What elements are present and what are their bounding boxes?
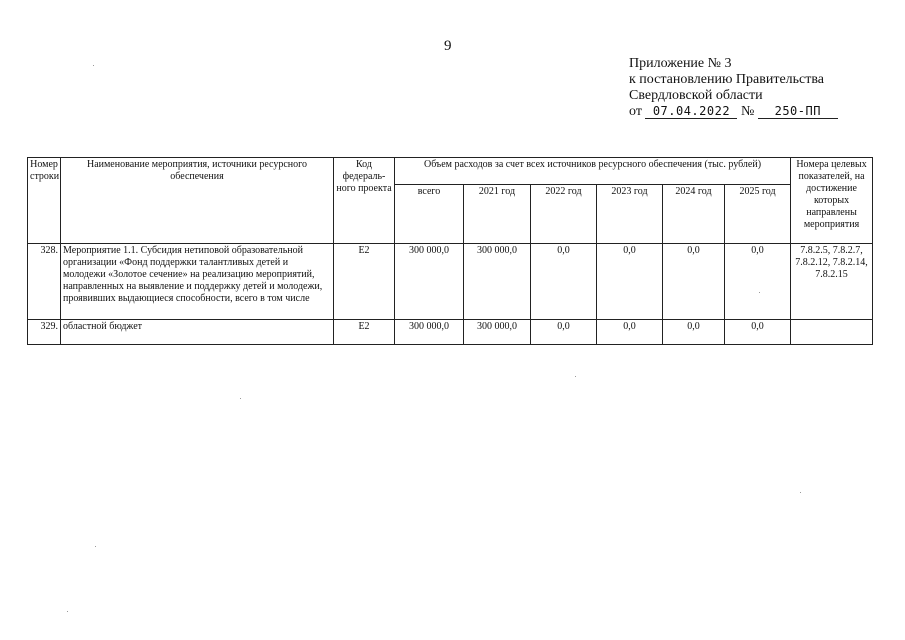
number-label: № — [740, 104, 755, 119]
header-project-code: Код федераль-ного проекта — [334, 158, 395, 244]
table-row — [28, 244, 873, 320]
row-number: 328. — [28, 244, 61, 320]
scan-speck — [67, 611, 68, 612]
from-label: от — [629, 104, 642, 119]
row-target-indicators: 7.8.2.5, 7.8.2.7, 7.8.2.12, 7.8.2.14, 7.8.2.15 — [791, 244, 873, 320]
row-2022: 0,0 — [531, 244, 597, 320]
row-2025: 0,0 — [725, 320, 791, 345]
row-total: 300 000,0 — [395, 244, 464, 320]
row-event-name: областной бюджет — [61, 320, 334, 345]
row-2023: 0,0 — [597, 320, 663, 345]
scan-speck — [95, 546, 96, 547]
scan-speck — [800, 492, 801, 493]
row-project-code: Е2 — [334, 320, 395, 345]
row-event-name: Мероприятие 1.1. Субсидия нетиповой образовательной организации «Фонд поддержки талантливых детей и молодежи «Золотое сечение» на реализацию мероприятий, направленных на выявление и поддержку детей и молодежи, проявивших выдающиеся способности, всего в том числе — [61, 244, 334, 320]
header-2024: 2024 год — [663, 185, 725, 244]
table-row — [28, 320, 873, 345]
annex-title: Приложение № 3 — [629, 56, 732, 71]
row-project-code: Е2 — [334, 244, 395, 320]
header-total: всего — [395, 185, 464, 244]
row-target-indicators — [791, 320, 873, 345]
scan-speck — [759, 292, 760, 293]
annex-header — [629, 56, 838, 120]
scan-speck — [240, 398, 241, 399]
scan-speck — [93, 65, 94, 66]
header-expenses: Объем расходов за счет всех источников ресурсного обеспечения (тыс. рублей) — [395, 158, 791, 185]
row-2022: 0,0 — [531, 320, 597, 345]
header-row-number: Номер строки — [28, 158, 61, 244]
resolution-date: 07.04.2022 — [645, 105, 737, 119]
header-2025: 2025 год — [725, 185, 791, 244]
row-2021: 300 000,0 — [464, 320, 531, 345]
header-2023: 2023 год — [597, 185, 663, 244]
row-total: 300 000,0 — [395, 320, 464, 345]
header-event-name: Наименование мероприятия, источники ресурсного обеспечения — [61, 158, 334, 244]
row-2025: 0,0 — [725, 244, 791, 320]
annex-line-resolution: к постановлению Правительства — [629, 72, 825, 87]
row-2021: 300 000,0 — [464, 244, 531, 320]
row-2023: 0,0 — [597, 244, 663, 320]
annex-signature-line — [629, 104, 838, 120]
header-2022: 2022 год — [531, 185, 597, 244]
row-2024: 0,0 — [663, 320, 725, 345]
expenses-table — [27, 157, 873, 345]
annex-line-region: Свердловской области — [629, 88, 763, 103]
row-2024: 0,0 — [663, 244, 725, 320]
resolution-number: 250-ПП — [758, 105, 838, 119]
row-number: 329. — [28, 320, 61, 345]
header-target-indicators: Номера целевых показателей, на достижение которых направлены мероприятия — [791, 158, 873, 244]
page-number: 9 — [444, 38, 452, 54]
header-2021: 2021 год — [464, 185, 531, 244]
scan-speck — [575, 376, 576, 377]
